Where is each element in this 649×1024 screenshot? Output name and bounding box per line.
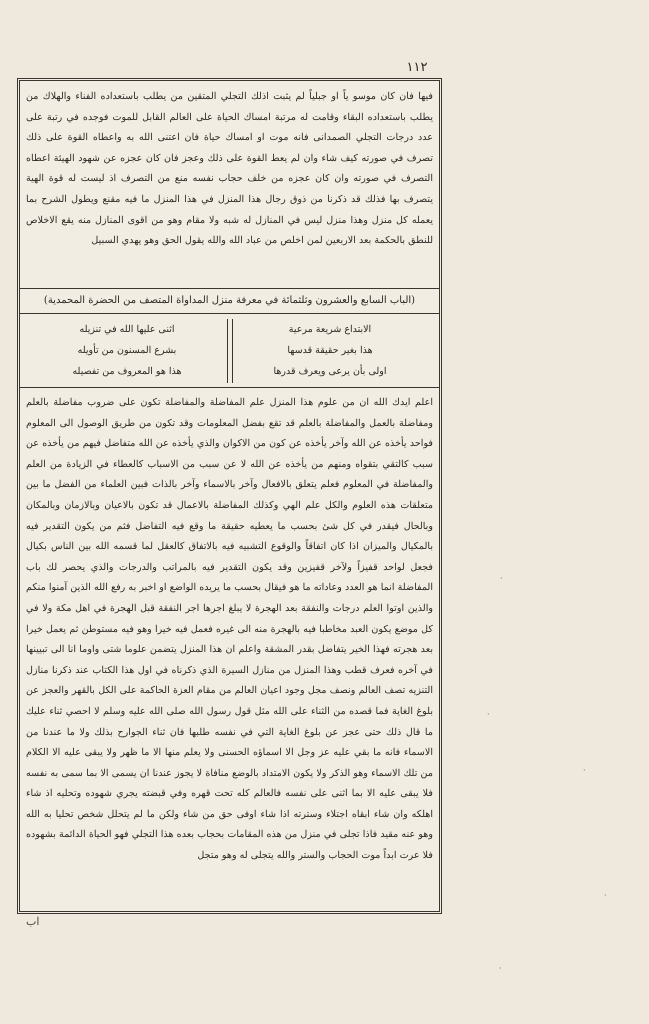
verse-line: اولى بأن يرعى ويعرف قدرها	[273, 366, 387, 377]
verse-line: هذا بغير حقيقة قدسها	[287, 345, 373, 356]
verse-line: بشرع المسنون من تأويله	[77, 345, 177, 356]
chapter-heading: (الباب السابع والعشرون وثلثمائة في معرفة منزل المداواة المتصف من الحضرة المحمدية)	[43, 295, 416, 306]
intro-paragraph: فيها فان كان موسو ياً او جبلياً لم يثبت اذلك التجلي المتقين من يطلب باستعداده الفناء والهلاك من يطلب باستعداده البقاء وقامت له مرتبة امساك الحياة على العالم القابل للموت فوجده في رتبة على عدد درجات التجلي الصمدانى فانه موت او امساك حياة فان اعتنى الله به واعطاه القوة على ذلك تصرف في صورته كيف شاء وان لم يعط القوة على ذلك وعجز فان كان عجزه عن شهود الهيئة اعطاه التصرف في صورته وان كان عجزه من خلف حجاب نفسه منع من التصرف اذ ليست له قوة الهية يتصرف بها فذلك قد ذكرنا من ذوق رجال هذا المنزل في هذا المنزل ما فيه مقنع ويطول الشرح بما يعمله كل منزل وهذا منزل ليس في المنازل له شبه ولا مقام وهو من اقوى المنازل منه يقع الاخلاص للنطق بالحكمة بعد الاربعين لمن اخلص من عباد الله والله يقول الحق وهو يهدي السبيل	[26, 91, 433, 247]
verse-column-right	[241, 319, 419, 383]
verse-line: هذا هو المعروف من تفصيله	[72, 366, 182, 377]
verse-line: اثنى عليها الله في تنزيله	[79, 324, 175, 335]
paper-speck: ·	[499, 964, 502, 973]
divider-line	[20, 387, 439, 388]
verse-separator	[227, 319, 228, 383]
verse-column-left	[38, 319, 216, 383]
paper-speck: ·	[604, 891, 607, 900]
paper-speck: ·	[500, 574, 503, 583]
text-frame	[17, 78, 442, 914]
divider-line	[20, 313, 439, 314]
divider-line	[20, 288, 439, 289]
body-paragraph: اعلم ايدك الله ان من علوم هذا المنزل علم المفاضلة والمفاضلة تكون على ضروب مفاضلة بالعلم ومفاضلة بالعمل والمفاضلة بالعلم قد تقع بفضل المعلومات وقد تكون من طريق الوصول الى المعلوم فواحد يأخذه عن الله وآخر يأخذه عن كون من الاكوان والذي يأخذه عن الله متفاضل فيهم من يأخذه عن سبب كالتقي بتقواه ومنهم من يأخذه عن الله لا عن سبب من الاسباب كالعطاء في الزيادة من العلم والمفاضلة في المعلوم فعلم يتعلق بالافعال وآخر بالاسماء وآخر بالذات فبين العلماء من الفضل ما بين متعلقات هذه العلوم والكل علم الهي وكذلك المفاضلة بالاعمال قد تكون بالاعيان وبالازمان وبالمكان وبالحال فيقدر في كل شئ بحسب ما يعطيه حقيقة ما وقع فيه التفاضل فثم من يكون التقدير فيه بالمكيال والميزان اذا كان اتفاقاً والوقوع التشبيه فيه بالاتفاق كالعقل لما قسمه الله بين الناس بكيال فجعل لواحد قفيزاً ولآخر قفيزين وقد يكون التقدير فيه بالمراتب والدرجات والذي يحصر لك باب المفاضلة انما هو العدد وعاداته ما هو فيقال بحسب ما يريده الواضع او اخبر به رفع الله الذين آمنوا منكم والذين اوتوا العلم درجات والنفقة بعد الهجرة لا يبلغ اجرها اجر النفقة قبل الهجرة في اهل مكة ولا في كل موضع يكون العبد مخاطبا فيه بالهجرة منه الى غيره فعمل فيه خيرا وهو فيه مستوطن ثم يعمل خيرا بعد هجرته فهذا الخير يتفاضل بقدر المشقة واعلم ان هذا المنزل يتضمن علوما شتى واوما انا الى تبيينها في آخره فعرف قطب وهذا المنزل من منازل السيرة الذي ذكرناه في اول هذا الكتاب عند ذكرنا منازل التنزيه تصف العالم ونصف مجل وجود اعيان العالم من مقام العزة الحاكمة على الكل بالقهر والعجز عن بلوغ الغاية فما قصده من الثناء على الله مثل قول رسول الله صلى الله عليه وسلم لا احصي ثناء عليك ما قال ذلك حتى عجز عن بلوغ الغاية التي في نفسه طلبها فان ثناء الجوارح بذلك ولا ما عندنا من الاسماء فانه ما بقي عليه عز وجل الا اسماؤه الحسنى ولا يعلم منها الا ما ظهر ولا يبقى عليه الا الكلام من تلك الاسماء وهو الذكر ولا يكون الامتداد بالوضع منافاة لا يجوز عندنا ان يسمى الا بما سمى به نفسه فلا يبقى عليه الا بما اثنى على نفسه فالعالم كله تحت قهره وفي قبضته يجري شهوده وتحليه اذ شاء اهلكه وان شاء ابقاه اجتلاء وسترته اذا شاء اوفى حق من شاء ولكن ما لم يتحلل شخص تحليا به الله وهو عنه مقيد فاذا تجلى في منزل من هذه المقامات بحجاب بعده هذا التجلي فهو الحياة الدائمة بشهوده فلا عرت ابداً موت الحجاب والستر والله يتجلى له وهو متجل	[26, 397, 433, 862]
verse-separator	[232, 319, 233, 383]
verse-line: الابتداع شريعة مرعية	[288, 324, 372, 335]
page-number: ١١٢	[406, 60, 428, 75]
paper-speck: ·	[583, 766, 586, 775]
paper-speck: ·	[487, 710, 490, 719]
margin-note: اب	[26, 915, 40, 928]
